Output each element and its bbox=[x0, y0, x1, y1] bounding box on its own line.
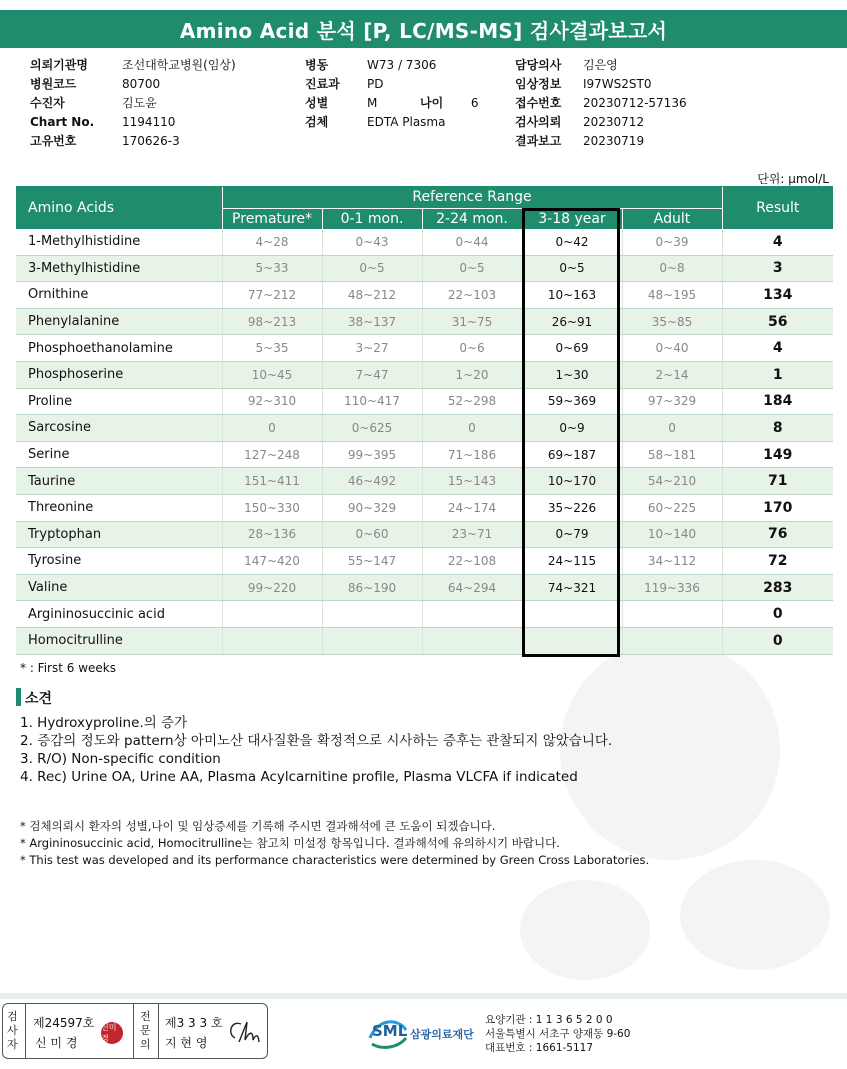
reference-range-cell: 151~411 bbox=[222, 468, 322, 495]
watermark-shape bbox=[520, 880, 650, 980]
sig-divider bbox=[133, 1004, 134, 1058]
info-label: 병원코드 bbox=[30, 77, 77, 91]
reference-range-cell: 0~6 bbox=[422, 335, 522, 362]
info-value: 조선대학교병원(임상) bbox=[122, 58, 236, 72]
tester-name: 신 미 경 bbox=[35, 1036, 78, 1050]
info-row bbox=[30, 75, 236, 94]
reference-range-cell: 4~28 bbox=[222, 229, 322, 255]
info-value: 170626-3 bbox=[122, 134, 180, 148]
sml-logo-text: SML bbox=[372, 1022, 408, 1040]
info-label: 담당의사 bbox=[515, 58, 562, 72]
amino-acid-name: Proline bbox=[16, 388, 222, 415]
info-row bbox=[305, 75, 445, 94]
reference-range-cell: 0~79 bbox=[522, 521, 622, 548]
amino-acid-name: Threonine bbox=[16, 494, 222, 521]
result-cell: 0 bbox=[722, 627, 833, 654]
age-label: 나이 bbox=[420, 96, 444, 110]
signature-box bbox=[2, 1003, 268, 1059]
reference-range-cell: 1~20 bbox=[422, 361, 522, 388]
org-name: 삼광의료재단 bbox=[410, 1028, 474, 1041]
table-row bbox=[16, 255, 833, 282]
reference-range-cell: 0~8 bbox=[622, 255, 722, 282]
reference-range-cell bbox=[222, 601, 322, 628]
footer-line1: 요양기관 : 1 1 3 6 5 2 0 0 bbox=[485, 1014, 613, 1026]
table-row bbox=[16, 308, 833, 335]
amino-acid-name: Tyrosine bbox=[16, 548, 222, 575]
info-row bbox=[30, 56, 236, 75]
result-cell: 56 bbox=[722, 308, 833, 335]
reference-range-cell: 24~174 bbox=[422, 494, 522, 521]
reference-range-cell: 64~294 bbox=[422, 574, 522, 601]
report-title: Amino Acid 분석 [P, LC/MS-MS] 검사결과보고서 bbox=[0, 10, 847, 48]
reference-range-cell bbox=[322, 601, 422, 628]
info-row bbox=[30, 113, 236, 132]
info-value: 20230712 bbox=[583, 115, 645, 129]
reference-range-cell: 48~195 bbox=[622, 282, 722, 309]
findings-list bbox=[20, 714, 612, 786]
reference-range-cell: 97~329 bbox=[622, 388, 722, 415]
specialist-license-no: 제3 3 3 호 bbox=[165, 1016, 223, 1030]
info-row bbox=[30, 94, 236, 113]
tester-label: 검사자 bbox=[7, 1010, 18, 1051]
reference-range-cell: 0~625 bbox=[322, 415, 422, 442]
reference-range-cell: 110~417 bbox=[322, 388, 422, 415]
info-value: EDTA Plasma bbox=[367, 115, 446, 129]
info-value: 김도윤 bbox=[122, 96, 157, 110]
finding-item: 3. R/O) Non-specific condition bbox=[20, 751, 221, 767]
watermark-shape bbox=[680, 860, 830, 970]
reference-range-cell: 52~298 bbox=[422, 388, 522, 415]
table-row bbox=[16, 361, 833, 388]
table-row bbox=[16, 441, 833, 468]
reference-range-cell bbox=[622, 627, 722, 654]
info-label: 수진자 bbox=[30, 96, 65, 110]
reference-range-cell: 10~163 bbox=[522, 282, 622, 309]
subheader-age-group: Premature* bbox=[222, 208, 322, 229]
reference-range-cell: 22~103 bbox=[422, 282, 522, 309]
reference-range-cell: 0 bbox=[222, 415, 322, 442]
reference-range-cell: 0~60 bbox=[322, 521, 422, 548]
reference-range-cell: 69~187 bbox=[522, 441, 622, 468]
reference-range-cell: 34~112 bbox=[622, 548, 722, 575]
reference-range-cell: 54~210 bbox=[622, 468, 722, 495]
result-cell: 71 bbox=[722, 468, 833, 495]
sig-divider bbox=[25, 1004, 26, 1058]
specialist-name: 지 현 영 bbox=[165, 1036, 208, 1050]
reference-range-cell: 0~5 bbox=[422, 255, 522, 282]
reference-range-cell bbox=[622, 601, 722, 628]
reference-range-cell: 0 bbox=[422, 415, 522, 442]
result-cell: 76 bbox=[722, 521, 833, 548]
reference-range-cell: 127~248 bbox=[222, 441, 322, 468]
reference-range-cell: 0~9 bbox=[522, 415, 622, 442]
reference-range-cell: 35~85 bbox=[622, 308, 722, 335]
table-row bbox=[16, 601, 833, 628]
handwritten-signature bbox=[225, 1016, 263, 1050]
subheader-age-group: 0-1 mon. bbox=[322, 208, 422, 229]
amino-acid-name: Phenylalanine bbox=[16, 308, 222, 335]
result-cell: 283 bbox=[722, 574, 833, 601]
info-value: I97WS2ST0 bbox=[583, 77, 652, 91]
amino-acid-name: Sarcosine bbox=[16, 415, 222, 442]
reference-range-cell: 3~27 bbox=[322, 335, 422, 362]
info-label: 병동 bbox=[305, 58, 329, 72]
note-item: * 검체의뢰시 환자의 성별,나이 및 임상증세를 기록해 주시면 결과해석에 큰 도움이 되겠습니다. bbox=[20, 819, 496, 833]
table-row bbox=[16, 468, 833, 495]
subheader-age-group: Adult bbox=[622, 208, 722, 229]
reference-range-cell: 0~40 bbox=[622, 335, 722, 362]
amino-acid-name: Taurine bbox=[16, 468, 222, 495]
reference-range-cell: 58~181 bbox=[622, 441, 722, 468]
footnote: * : First 6 weeks bbox=[20, 661, 116, 675]
table-row bbox=[16, 335, 833, 362]
reference-range-cell: 77~212 bbox=[222, 282, 322, 309]
reference-range-cell: 0~44 bbox=[422, 229, 522, 255]
result-cell: 72 bbox=[722, 548, 833, 575]
footer-line3: 대표번호 : 1661-5117 bbox=[485, 1042, 594, 1054]
age-field bbox=[420, 94, 478, 113]
tester-license-no: 제24597호 bbox=[33, 1016, 95, 1030]
amino-acid-name: Homocitrulline bbox=[16, 627, 222, 654]
patient-info-col3 bbox=[515, 56, 687, 151]
result-cell: 134 bbox=[722, 282, 833, 309]
reference-range-cell bbox=[522, 601, 622, 628]
seal-stamp: 신미경 bbox=[101, 1022, 123, 1044]
table-row bbox=[16, 521, 833, 548]
reference-range-cell bbox=[222, 627, 322, 654]
reference-range-cell: 0 bbox=[622, 415, 722, 442]
reference-range-cell bbox=[422, 627, 522, 654]
amino-acid-name: Argininosuccinic acid bbox=[16, 601, 222, 628]
info-row bbox=[305, 56, 445, 75]
result-cell: 3 bbox=[722, 255, 833, 282]
info-label: 임상정보 bbox=[515, 77, 562, 91]
info-value: 80700 bbox=[122, 77, 161, 91]
reference-range-cell: 147~420 bbox=[222, 548, 322, 575]
findings-marker bbox=[16, 688, 21, 706]
reference-range-cell: 71~186 bbox=[422, 441, 522, 468]
reference-range-cell: 0~5 bbox=[322, 255, 422, 282]
reference-range-cell: 99~220 bbox=[222, 574, 322, 601]
reference-range-cell bbox=[522, 627, 622, 654]
reference-range-cell: 74~321 bbox=[522, 574, 622, 601]
reference-range-cell: 26~91 bbox=[522, 308, 622, 335]
amino-acid-name: Phosphoethanolamine bbox=[16, 335, 222, 362]
amino-acid-name: Tryptophan bbox=[16, 521, 222, 548]
reference-range-cell: 28~136 bbox=[222, 521, 322, 548]
info-value: 김은영 bbox=[583, 58, 618, 72]
finding-item: 1. Hydroxyproline.의 증가 bbox=[20, 715, 188, 731]
table-row bbox=[16, 548, 833, 575]
reference-range-cell: 59~369 bbox=[522, 388, 622, 415]
reference-range-cell: 92~310 bbox=[222, 388, 322, 415]
table-row bbox=[16, 282, 833, 309]
reference-range-cell: 98~213 bbox=[222, 308, 322, 335]
footer-divider bbox=[0, 993, 847, 999]
info-value: 1194110 bbox=[122, 115, 176, 129]
table-row bbox=[16, 415, 833, 442]
reference-range-cell: 5~33 bbox=[222, 255, 322, 282]
reference-range-cell: 10~140 bbox=[622, 521, 722, 548]
reference-range-cell: 35~226 bbox=[522, 494, 622, 521]
reference-range-cell: 24~115 bbox=[522, 548, 622, 575]
amino-acid-name: 1-Methylhistidine bbox=[16, 229, 222, 255]
info-row bbox=[30, 132, 236, 151]
info-value: W73 / 7306 bbox=[367, 58, 437, 72]
reference-range-cell: 7~47 bbox=[322, 361, 422, 388]
findings-heading: 소견 bbox=[25, 691, 53, 707]
finding-item: 4. Rec) Urine OA, Urine AA, Plasma Acylcarnitine profile, Plasma VLCFA if indicated bbox=[20, 769, 578, 785]
result-cell: 4 bbox=[722, 335, 833, 362]
result-cell: 0 bbox=[722, 601, 833, 628]
reference-range-cell bbox=[422, 601, 522, 628]
reference-range-cell: 86~190 bbox=[322, 574, 422, 601]
table-row bbox=[16, 494, 833, 521]
reference-range-cell: 10~170 bbox=[522, 468, 622, 495]
info-row bbox=[515, 56, 687, 75]
footer-line2: 서울특별시 서초구 양재동 9-60 bbox=[485, 1028, 631, 1040]
header-result: Result bbox=[722, 187, 833, 229]
reference-range-cell: 5~35 bbox=[222, 335, 322, 362]
reference-range-cell: 119~336 bbox=[622, 574, 722, 601]
info-label: 고유번호 bbox=[30, 134, 77, 148]
note-item: * This test was developed and its performance characteristics were determined by Green Cross Laboratories. bbox=[20, 853, 650, 867]
info-value: 20230719 bbox=[583, 134, 645, 148]
notes-list bbox=[20, 818, 649, 869]
info-value: M bbox=[367, 96, 378, 110]
reference-range-cell: 1~30 bbox=[522, 361, 622, 388]
note-item: * Argininosuccinic acid, Homocitrulline는 참고치 미설정 항목입니다. 결과해석에 유의하시기 바랍니다. bbox=[20, 836, 560, 850]
reference-range-cell: 2~14 bbox=[622, 361, 722, 388]
info-label: 진료과 bbox=[305, 77, 340, 91]
header-amino-acids: Amino Acids bbox=[16, 187, 222, 229]
subheader-age-group: 2-24 mon. bbox=[422, 208, 522, 229]
table-row bbox=[16, 574, 833, 601]
sig-divider bbox=[158, 1004, 159, 1058]
finding-item: 2. 증감의 정도와 pattern상 아미노산 대사질환을 확정적으로 시사하는 증후는 관찰되지 않았습니다. bbox=[20, 733, 613, 749]
info-row bbox=[515, 94, 687, 113]
info-label: 의뢰기관명 bbox=[30, 58, 88, 72]
info-row bbox=[515, 113, 687, 132]
reference-range-cell: 0~39 bbox=[622, 229, 722, 255]
info-label: 접수번호 bbox=[515, 96, 562, 110]
info-label: 결과보고 bbox=[515, 134, 562, 148]
amino-acid-table bbox=[16, 187, 833, 655]
info-row bbox=[515, 132, 687, 151]
unit-label: 단위: μmol/L bbox=[757, 172, 829, 186]
result-cell: 184 bbox=[722, 388, 833, 415]
reference-range-cell: 60~225 bbox=[622, 494, 722, 521]
reference-range-cell: 0~42 bbox=[522, 229, 622, 255]
reference-range-cell: 10~45 bbox=[222, 361, 322, 388]
reference-range-cell: 55~147 bbox=[322, 548, 422, 575]
specialist-label: 전문의 bbox=[140, 1010, 151, 1051]
reference-range-cell: 48~212 bbox=[322, 282, 422, 309]
amino-acid-name: Ornithine bbox=[16, 282, 222, 309]
reference-range-cell: 38~137 bbox=[322, 308, 422, 335]
result-cell: 4 bbox=[722, 229, 833, 255]
info-row bbox=[515, 75, 687, 94]
result-cell: 149 bbox=[722, 441, 833, 468]
table-row bbox=[16, 627, 833, 654]
reference-range-cell: 46~492 bbox=[322, 468, 422, 495]
amino-acid-name: 3-Methylhistidine bbox=[16, 255, 222, 282]
age-value: 6 bbox=[470, 96, 479, 110]
info-label: 검체 bbox=[305, 115, 329, 129]
info-value: PD bbox=[367, 77, 384, 91]
result-cell: 170 bbox=[722, 494, 833, 521]
result-cell: 8 bbox=[722, 415, 833, 442]
info-value: 20230712-57136 bbox=[583, 96, 687, 110]
header-reference-range: Reference Range bbox=[222, 187, 722, 208]
table-row bbox=[16, 229, 833, 255]
reference-range-cell: 15~143 bbox=[422, 468, 522, 495]
amino-acid-name: Phosphoserine bbox=[16, 361, 222, 388]
info-label: 검사의뢰 bbox=[515, 115, 562, 129]
reference-range-cell: 31~75 bbox=[422, 308, 522, 335]
table-row bbox=[16, 388, 833, 415]
info-row bbox=[305, 113, 445, 132]
reference-range-cell: 99~395 bbox=[322, 441, 422, 468]
result-cell: 1 bbox=[722, 361, 833, 388]
reference-range-cell: 0~69 bbox=[522, 335, 622, 362]
footer-contact bbox=[485, 1013, 630, 1055]
reference-range-cell: 150~330 bbox=[222, 494, 322, 521]
reference-range-cell bbox=[322, 627, 422, 654]
reference-range-cell: 90~329 bbox=[322, 494, 422, 521]
info-label: 성별 bbox=[305, 96, 329, 110]
reference-range-cell: 22~108 bbox=[422, 548, 522, 575]
info-label: Chart No. bbox=[30, 115, 95, 129]
reference-range-cell: 0~5 bbox=[522, 255, 622, 282]
reference-range-cell: 23~71 bbox=[422, 521, 522, 548]
subheader-age-group: 3-18 year bbox=[522, 208, 622, 229]
amino-acid-name: Serine bbox=[16, 441, 222, 468]
patient-info-col1 bbox=[30, 56, 236, 151]
amino-acid-name: Valine bbox=[16, 574, 222, 601]
reference-range-cell: 0~43 bbox=[322, 229, 422, 255]
